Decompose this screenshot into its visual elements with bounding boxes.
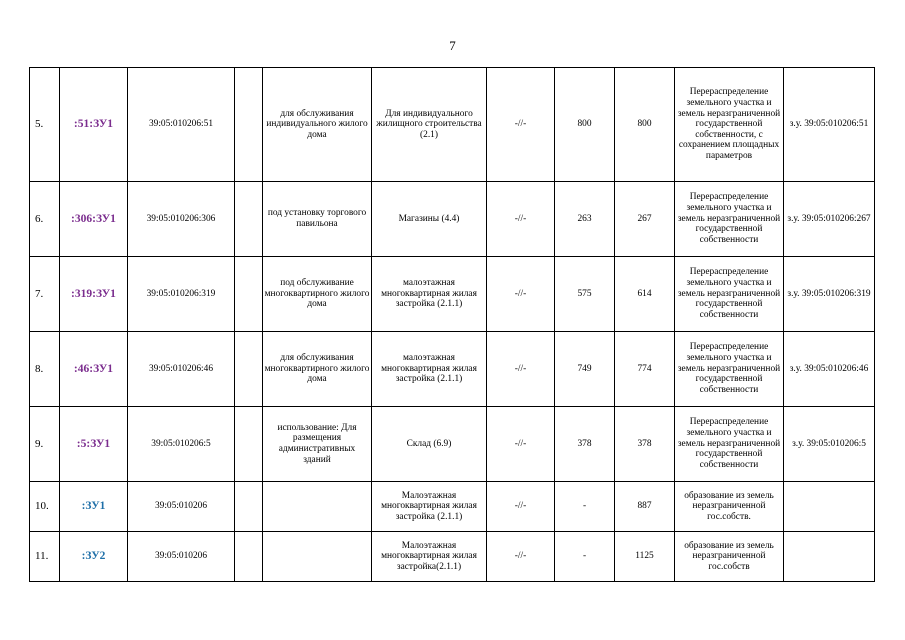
row-number: 9.	[30, 407, 60, 482]
cadastral-number: 39:05:010206	[128, 532, 235, 582]
same-mark: -//-	[487, 182, 555, 257]
cadastral-number: 39:05:010206:319	[128, 257, 235, 332]
source-plot: з.у. 39:05:010206:46	[784, 332, 875, 407]
source-plot	[784, 532, 875, 582]
area-existing: 800	[555, 68, 615, 182]
permitted-purpose	[263, 482, 372, 532]
same-mark: -//-	[487, 482, 555, 532]
area-new: 1125	[615, 532, 675, 582]
cadastral-number: 39:05:010206	[128, 482, 235, 532]
permitted-purpose: под установку торгового павильона	[263, 182, 372, 257]
empty-cell	[235, 532, 263, 582]
source-plot: з.у. 39:05:010206:5	[784, 407, 875, 482]
area-new: 614	[615, 257, 675, 332]
row-number: 6.	[30, 182, 60, 257]
permitted-purpose: для обслуживания индивидуального жилого дома	[263, 68, 372, 182]
land-use-type: Для индивидуального жилищного строительства (2.1)	[372, 68, 487, 182]
same-mark: -//-	[487, 332, 555, 407]
plot-code: :ЗУ1	[60, 482, 128, 532]
table-row	[30, 257, 875, 332]
table-row	[30, 68, 875, 182]
formation-method: Перераспределение земельного участка и земель неразграниченной государственной собственности, с сохранением площадных параметров	[675, 68, 784, 182]
plot-code: :46:ЗУ1	[60, 332, 128, 407]
row-number: 11.	[30, 532, 60, 582]
permitted-purpose: под обслуживание многоквартирного жилого дома	[263, 257, 372, 332]
cadastral-number: 39:05:010206:46	[128, 332, 235, 407]
table-row	[30, 407, 875, 482]
same-mark: -//-	[487, 68, 555, 182]
permitted-purpose	[263, 532, 372, 582]
row-number: 7.	[30, 257, 60, 332]
table-row	[30, 532, 875, 582]
land-use-type: малоэтажная многоквартирная жилая застройка (2.1.1)	[372, 257, 487, 332]
plot-code: :5:ЗУ1	[60, 407, 128, 482]
formation-method: Перераспределение земельного участка и земель неразграниченной государственной собственности	[675, 257, 784, 332]
same-mark: -//-	[487, 257, 555, 332]
land-plots-table	[29, 67, 875, 582]
permitted-purpose: для обслуживания многоквартирного жилого дома	[263, 332, 372, 407]
empty-cell	[235, 482, 263, 532]
table-row	[30, 332, 875, 407]
empty-cell	[235, 407, 263, 482]
row-number: 10.	[30, 482, 60, 532]
source-plot: з.у. 39:05:010206:267	[784, 182, 875, 257]
empty-cell	[235, 68, 263, 182]
plot-code: :319:ЗУ1	[60, 257, 128, 332]
formation-method: образование из земель неразграниченной гос.собств.	[675, 482, 784, 532]
source-plot: з.у. 39:05:010206:51	[784, 68, 875, 182]
area-existing: 575	[555, 257, 615, 332]
row-number: 5.	[30, 68, 60, 182]
same-mark: -//-	[487, 407, 555, 482]
area-new: 887	[615, 482, 675, 532]
page-number: 7	[449, 38, 456, 53]
formation-method: Перераспределение земельного участка и земель неразграниченной государственной собственности	[675, 407, 784, 482]
row-number: 8.	[30, 332, 60, 407]
empty-cell	[235, 182, 263, 257]
land-use-type: Магазины (4.4)	[372, 182, 487, 257]
land-use-type: Склад (6.9)	[372, 407, 487, 482]
empty-cell	[235, 257, 263, 332]
area-new: 774	[615, 332, 675, 407]
permitted-purpose: использование: Для размещения административных зданий	[263, 407, 372, 482]
area-existing: 749	[555, 332, 615, 407]
cadastral-number: 39:05:010206:5	[128, 407, 235, 482]
area-existing: 263	[555, 182, 615, 257]
source-plot: з.у. 39:05:010206:319	[784, 257, 875, 332]
table-row	[30, 182, 875, 257]
same-mark: -//-	[487, 532, 555, 582]
land-use-type: Малоэтажная многоквартирная жилая застройка (2.1.1)	[372, 482, 487, 532]
area-new: 267	[615, 182, 675, 257]
plot-code: :51:ЗУ1	[60, 68, 128, 182]
cadastral-number: 39:05:010206:306	[128, 182, 235, 257]
formation-method: Перераспределение земельного участка и земель неразграниченной государственной собственности	[675, 182, 784, 257]
empty-cell	[235, 332, 263, 407]
source-plot	[784, 482, 875, 532]
land-use-type: Малоэтажная многоквартирная жилая застройка(2.1.1)	[372, 532, 487, 582]
area-existing: 378	[555, 407, 615, 482]
table-row	[30, 482, 875, 532]
area-existing: -	[555, 532, 615, 582]
formation-method: Перераспределение земельного участка и земель неразграниченной государственной собственности	[675, 332, 784, 407]
area-new: 378	[615, 407, 675, 482]
formation-method: образование из земель неразграниченной гос.собств	[675, 532, 784, 582]
area-existing: -	[555, 482, 615, 532]
area-new: 800	[615, 68, 675, 182]
land-use-type: малоэтажная многоквартирная жилая застройка (2.1.1)	[372, 332, 487, 407]
plot-code: :306:ЗУ1	[60, 182, 128, 257]
cadastral-number: 39:05:010206:51	[128, 68, 235, 182]
plot-code: :ЗУ2	[60, 532, 128, 582]
